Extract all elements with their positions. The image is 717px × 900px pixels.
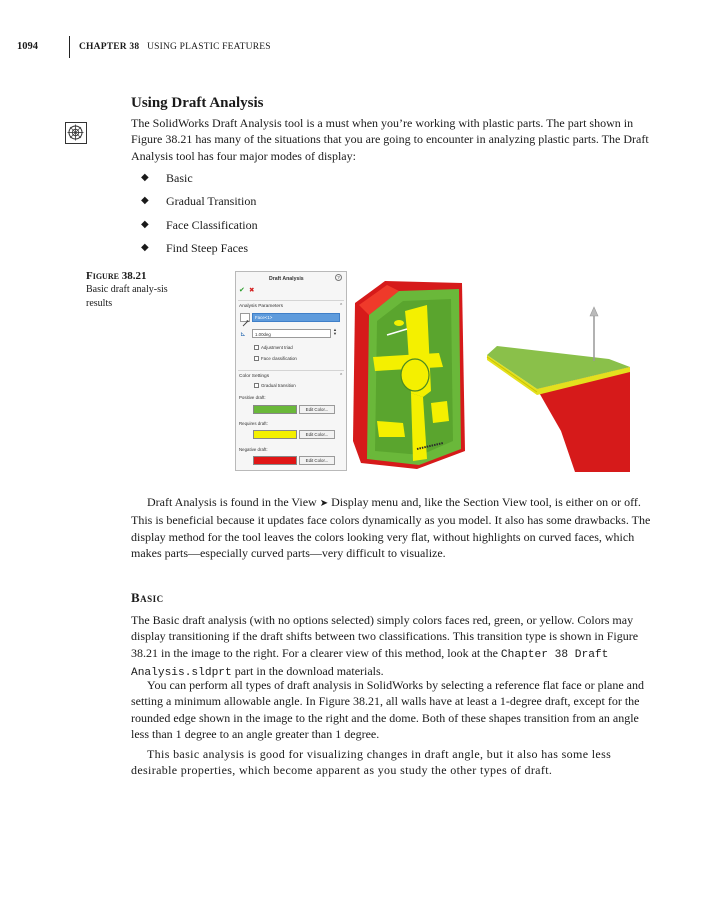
chapter-title: USING PLASTIC FEATURES [147, 42, 271, 52]
running-header [79, 42, 271, 52]
figure-caption-text: Basic draft analy-sis results [86, 284, 168, 309]
angle-icon: ⊾ [240, 331, 246, 338]
group-analysis-parameters[interactable]: Analysis Parameters [239, 304, 283, 309]
yellow-pad [431, 401, 449, 423]
adjustment-triad-checkbox[interactable] [254, 345, 259, 350]
panel-title: Draft Analysis [269, 276, 304, 282]
yellow-boss [377, 421, 405, 437]
intro-paragraph: The SolidWorks Draft Analysis tool is a must when you’re working with plastic parts. The part shown in Figure 38.21 has many of the situations that you are going to encounter in analyzing plastic parts. The Draft Analysis tool has four major modes of display: [131, 116, 649, 163]
yellow-dome [401, 359, 429, 391]
requires-color-swatch [253, 430, 297, 439]
list-item: ◆ Find Steep Faces [141, 240, 248, 255]
triad-arrowhead [590, 307, 598, 316]
collapse-chevron-icon[interactable]: ⌃ [339, 303, 344, 309]
draft-analysis-panel: Draft Analysis ? ✔ ✖ Analysis Parameters ⌃ Face<1> ⊾ 1.00deg ▲ ▼ Adjustment triad Face classification Color Settings ⌃ Gradual transition Positive draft: Edit Color... Requires draft: Edit Color... Negative draft: Edit Color... [235, 271, 347, 471]
filename-code: Chapter 38 Draft Analysis.sldprt [131, 648, 609, 679]
cancel-x-icon[interactable]: ✖ [249, 287, 255, 294]
page-number: 1094 [17, 41, 38, 52]
model-illustration [347, 271, 630, 472]
new-feature-icon [65, 122, 87, 144]
gradual-transition-checkbox[interactable] [254, 383, 259, 388]
draft-analysis-paragraph: Draft Analysis is found in the View ➤ Display menu and, like the Section View tool, is either on or off. This is beneficial because it updates face colors dynamically as you model. It also has some drawbacks. The display method for the tool leaves the colors looking very flat, without highlights on curved faces, which makes parts—especially curved parts—very difficult to visualize. [131, 495, 651, 560]
diamond-bullet-icon: ◆ [141, 172, 149, 183]
list-item: ◆ Face Classification [141, 217, 258, 232]
angle-input[interactable]: 1.00deg [252, 329, 331, 338]
basic-heading: Basic [131, 590, 164, 605]
negative-draft-label: Negative draft: [239, 447, 268, 452]
figure-caption [86, 270, 186, 310]
collapse-chevron-icon[interactable]: ⌃ [339, 373, 344, 379]
basic-paragraph-3: This basic analysis is good for visualizing changes in draft angle, but it also has some less desirable properties, which become apparent as you study the other types of draft. [131, 747, 612, 778]
face-selection-box[interactable]: Face<1> [252, 313, 340, 322]
list-item: ◆ Basic [141, 171, 193, 185]
diamond-bullet-icon: ◆ [141, 195, 149, 207]
group-color-settings[interactable]: Color Settings [239, 374, 270, 379]
edit-negative-color-button[interactable]: Edit Color... [299, 456, 335, 465]
basic-paragraph-1: The Basic draft analysis (with no options selected) simply colors faces red, green, or yellow. Colors may display transitioning if the draft shifts between two classifications. This transition type is shown in Figure 38.21 in the image to the right. For a clearer view of this method, look at the Chapter 38 Draft Analysis.sldprt part in the download materials. [131, 613, 639, 679]
help-icon[interactable]: ? [335, 274, 342, 281]
face-classification-checkbox[interactable] [254, 356, 259, 361]
divider [238, 370, 344, 371]
chapter-label: CHAPTER 38 [79, 42, 140, 52]
diamond-bullet-icon: ◆ [141, 218, 149, 230]
direction-selector-icon[interactable] [240, 313, 250, 322]
negative-color-swatch [253, 456, 297, 465]
menu-arrow-icon: ➤ [319, 498, 329, 509]
positive-color-swatch [253, 405, 297, 414]
positive-draft-label: Positive draft: [239, 395, 266, 400]
basic-paragraph-2: You can perform all types of draft analysis in SolidWorks by selecting a reference flat face or plane and setting a minimum allowable angle. In Figure 38.21, all walls have at least a 1-degree draft, except for the rounded edge shown in the image to the right and the dome. Both of these shapes transition from an angle less than 1 degree to an angle greater than 1 degree. [131, 678, 644, 741]
yellow-hole [394, 320, 404, 326]
edit-positive-color-button[interactable]: Edit Color... [299, 405, 335, 414]
draft-analysis-model-view [347, 271, 630, 472]
requires-draft-label: Requires draft: [239, 421, 268, 426]
angle-spinner[interactable]: ▲ ▼ [333, 327, 337, 336]
compass-icon [66, 123, 85, 142]
diamond-bullet-icon: ◆ [141, 241, 149, 253]
section-heading: Using Draft Analysis [131, 95, 264, 111]
modes-list [141, 171, 258, 264]
figure-label: Figure 38.21 [86, 270, 147, 282]
edit-requires-color-button[interactable]: Edit Color... [299, 430, 335, 439]
ok-check-icon[interactable]: ✔ [239, 287, 245, 294]
list-item: ◆ Gradual Transition [141, 194, 257, 209]
header-divider [69, 36, 70, 58]
divider [238, 300, 344, 301]
